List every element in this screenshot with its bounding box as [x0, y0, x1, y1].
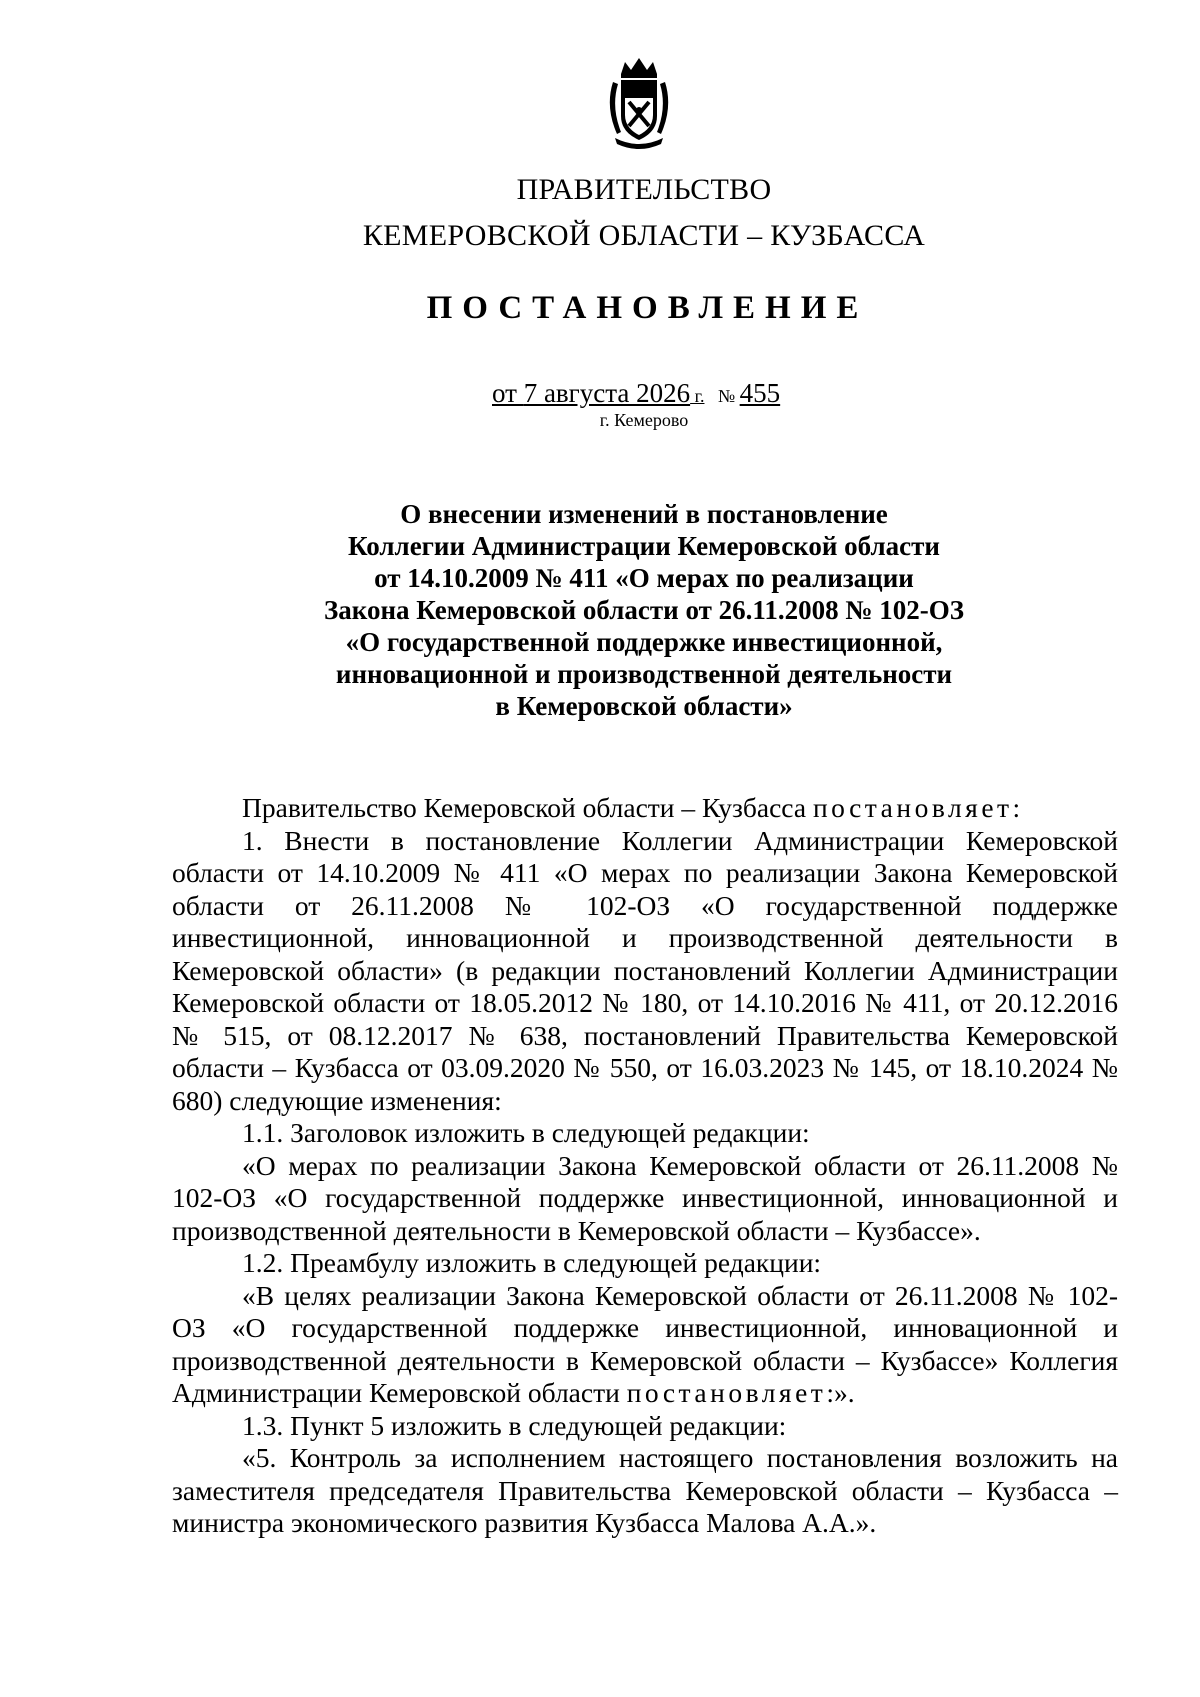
number-prefix: №	[717, 386, 740, 406]
document-title	[0, 498, 1200, 722]
title-line: от 14.10.2009 № 411 «О мерах по реализации	[374, 563, 914, 593]
intro-end: :	[1012, 792, 1021, 823]
paragraph-1-2: 1.2. Преамбулу изложить в следующей редакции:	[242, 1247, 822, 1278]
organization-region: КЕМЕРОВСКОЙ ОБЛАСТИ – КУЗБАССА	[362, 219, 926, 252]
intro-text: Правительство Кемеровской области – Кузбасса	[242, 792, 813, 823]
intro-resolves: постановляет	[812, 792, 1013, 823]
document-number: 455	[739, 378, 781, 408]
paragraph-1-1-text: «О мерах по реализации Закона Кемеровской области от 26.11.2008 № 102-ОЗ «О государственной поддержке инвестиционной, инновационной и производственной деятельности в Кемеровской области – Кузбассе».	[172, 1149, 1118, 1246]
organization-name: ПРАВИТЕЛЬСТВО	[516, 173, 772, 206]
coat-of-arms-icon	[599, 52, 679, 152]
title-line: О внесении изменений в постановление	[400, 499, 888, 529]
title-line: инновационной и производственной деятельности	[335, 659, 953, 689]
date-number-line	[492, 377, 780, 412]
title-line: Закона Кемеровской области от 26.11.2008 № 102-ОЗ	[324, 595, 964, 625]
paragraph-1-3: 1.3. Пункт 5 изложить в следующей редакции:	[242, 1409, 787, 1441]
preamble-resolves: постановляет	[626, 1377, 827, 1408]
paragraph-1-3-text: «5. Контроль за исполнением настоящего постановления возложить на заместителя председателя Правительства Кемеровской области – Кузбасса – министра экономического развития Кузбасса Малова А.А.».	[172, 1442, 1118, 1538]
document-date: 7 августа 2026	[523, 378, 691, 408]
preamble-text: «В целях реализации Закона Кемеровской области от 26.11.2008 № 102-ОЗ «О государственной поддержке инвестиционной, инновационной и производственной деятельности в Кемеровской области – Кузбассе» Коллегия Администрации Кемеровской области	[172, 1279, 1118, 1408]
year-suffix: г.	[690, 386, 705, 406]
document-body	[172, 792, 1118, 1540]
paragraph-1-1: 1.1. Заголовок изложить в следующей редакции:	[242, 1117, 810, 1148]
title-line: Коллегии Администрации Кемеровской области	[348, 531, 940, 561]
city: г. Кемерово	[599, 410, 689, 430]
document-type: ПОСТАНОВЛЕНИЕ	[426, 290, 869, 326]
date-prefix: от	[492, 378, 524, 408]
title-line: «О государственной поддержке инвестиционной,	[345, 627, 943, 657]
paragraph-1-2-text	[172, 1280, 1118, 1410]
preamble-end: :».	[826, 1377, 855, 1408]
paragraph-1: 1. Внести в постановление Коллегии Администрации Кемеровской области от 14.10.2009 № 411 «О мерах по реализации Закона Кемеровской области от 26.11.2008 № 102-ОЗ «О государственной поддержке инвестиционной, инновационной и производственной деятельности в Кемеровской области» (в редакции постановлений Коллегии Администрации Кемеровской области от 18.05.2012 № 180, от 14.10.2016 № 411, от 20.12.2016 № 515, от 08.12.2017 № 638, постановлений Правительства Кемеровской области – Кузбасса от 03.09.2020 № 550, от 16.03.2023 № 145, от 18.10.2024 № 680) следующие изменения:	[172, 824, 1118, 1116]
intro-paragraph	[172, 792, 1118, 825]
title-line: в Кемеровской области»	[495, 691, 793, 721]
